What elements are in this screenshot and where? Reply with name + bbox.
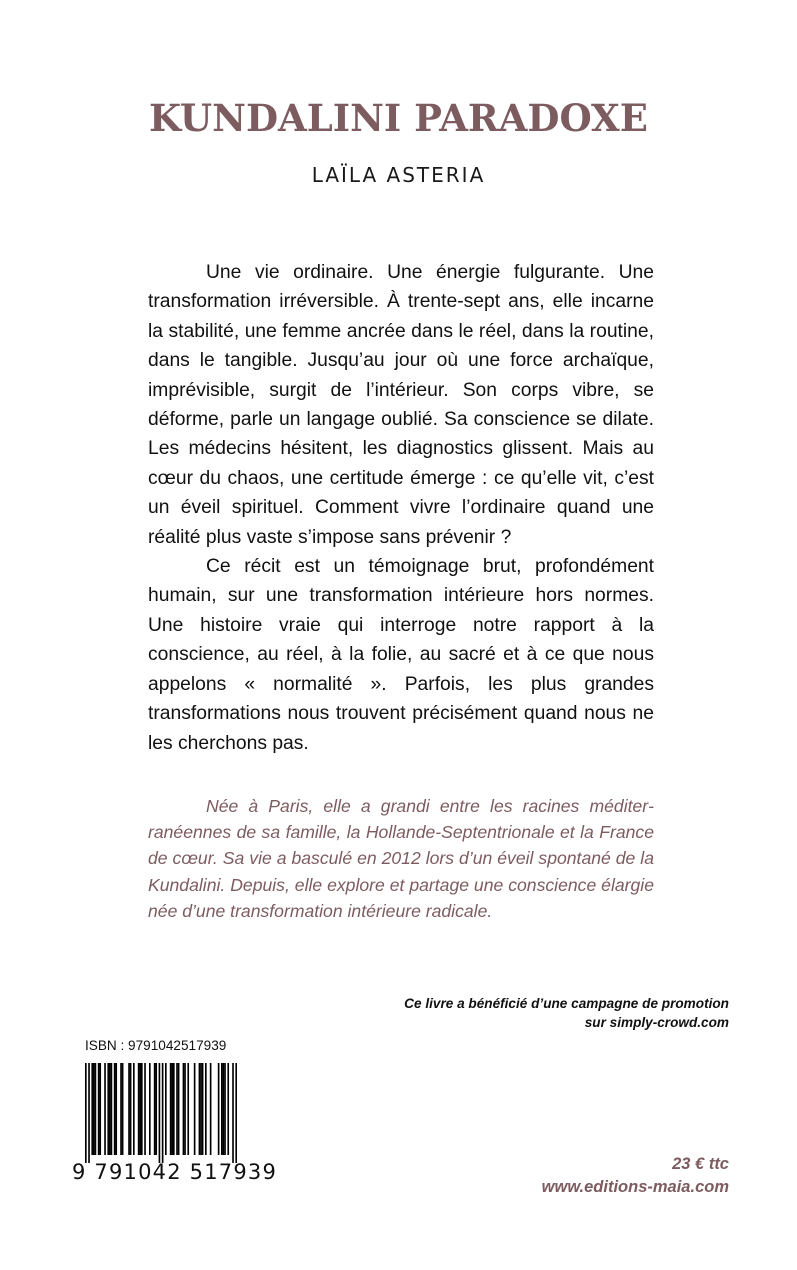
barcode-bar: [107, 1063, 109, 1155]
book-title: KUNDALINI PARADOXE: [149, 96, 648, 140]
barcode-bar: [93, 1063, 95, 1155]
promo-line: Ce livre a bénéficié d’une campagne de promotion: [404, 996, 729, 1011]
barcode-bar: [154, 1063, 156, 1155]
barcode-bar: [88, 1063, 90, 1163]
blurb-paragraph: Ce récit est un témoignage brut, profondément humain, sur une transformation intérieure hors normes. Une histoire vraie qui interroge notre rapport à la conscience, au réel, à la folie, au sacré et à ce que nous appelons « normalité ». Parfois, les plus grandes transformations nous trouvent précisément quand nous ne les cherchons pas.: [148, 556, 654, 754]
barcode-bar: [95, 1063, 97, 1155]
barcode-bar: [91, 1063, 93, 1155]
barcode-bar: [210, 1063, 212, 1155]
barcode-bar: [115, 1063, 117, 1155]
barcode-bar: [187, 1063, 189, 1155]
promo-link[interactable]: sur simply-crowd.com: [584, 1015, 729, 1030]
barcode-bar: [109, 1063, 111, 1155]
barcode-bar: [149, 1063, 151, 1155]
barcode-bar: [235, 1063, 237, 1163]
author-name: LAÏLA ASTERIA: [311, 163, 486, 187]
barcode-bar: [194, 1063, 196, 1155]
barcode-bar: [171, 1063, 173, 1155]
barcode-bar: [128, 1063, 130, 1155]
barcode-bar: [165, 1063, 167, 1155]
barcode-bar: [99, 1063, 101, 1155]
publisher-website[interactable]: www.editions-maia.com: [541, 1178, 729, 1196]
barcode-bar: [162, 1063, 164, 1163]
barcode-bar: [223, 1063, 225, 1155]
price: 23 € ttc: [672, 1155, 729, 1173]
barcode-bar: [232, 1063, 234, 1163]
barcode-bar: [224, 1063, 226, 1155]
barcode-bar: [139, 1063, 141, 1155]
barcode: [85, 1063, 237, 1163]
author-bio: [148, 793, 654, 924]
author-bio-text: Née à Paris, elle a grandi entre les racines méditerranéennes de sa famille, la Hollande-Septentrionale et la France de cœur. Sa vie a basculé en 2012 lors d’un éveil spontané de la Kundalini. Depuis, elle explore et partage une conscience élargie née d’une transformation intérieure radicale.: [148, 796, 654, 921]
barcode-bar: [155, 1063, 157, 1155]
barcode-bar: [184, 1063, 186, 1155]
barcode-bar: [170, 1063, 172, 1155]
barcode-bar: [133, 1063, 135, 1155]
barcode-bar: [138, 1063, 140, 1155]
barcode-bar: [218, 1063, 220, 1155]
barcode-bar: [141, 1063, 143, 1155]
barcode-bar: [114, 1063, 116, 1155]
promo-note: [404, 994, 729, 1032]
barcode-bar: [176, 1063, 178, 1155]
barcode-bar: [173, 1063, 175, 1155]
barcode-bar: [104, 1063, 106, 1155]
barcode-number: 9 791042 517939: [72, 1160, 278, 1184]
barcode-bar: [120, 1063, 122, 1155]
barcode-bar: [178, 1063, 180, 1155]
barcode-bar: [227, 1063, 229, 1155]
barcode-bar: [122, 1063, 124, 1155]
barcode-bar: [183, 1063, 185, 1155]
barcode-bar: [85, 1063, 87, 1163]
barcode-bar: [199, 1063, 201, 1155]
barcode-bar: [144, 1063, 146, 1155]
barcode-bar: [98, 1063, 100, 1155]
barcode-bar: [200, 1063, 202, 1155]
blurb-paragraph: Une vie ordinaire. Une énergie fulgurante. Une transformation irréversible. À trente-sept ans, elle incarne la stabilité, une femme ancrée dans le réel, dans la routine, dans le tangible. Jusqu’au jour où une force archaïque, imprévisible, surgit de l’intérieur. Son corps vibre, se déforme, parle un langage oublié. Sa conscience se dilate. Les médecins hésitent, les diagnostics glissent. Mais au cœur du chaos, une certitude émerge : ce qu’elle vit, c’est un éveil spirituel. Comment vivre l’ordinaire quand une réalité plus vaste s’impose sans prévenir ?: [148, 262, 654, 548]
barcode-bar: [159, 1063, 161, 1163]
barcode-bar: [130, 1063, 132, 1155]
barcode-bar: [202, 1063, 204, 1155]
isbn-label: ISBN : 9791042517939: [85, 1038, 227, 1053]
barcode-bar: [205, 1063, 207, 1155]
barcode-bar: [111, 1063, 113, 1155]
back-cover-blurb: [148, 258, 654, 758]
barcode-bar: [221, 1063, 223, 1155]
